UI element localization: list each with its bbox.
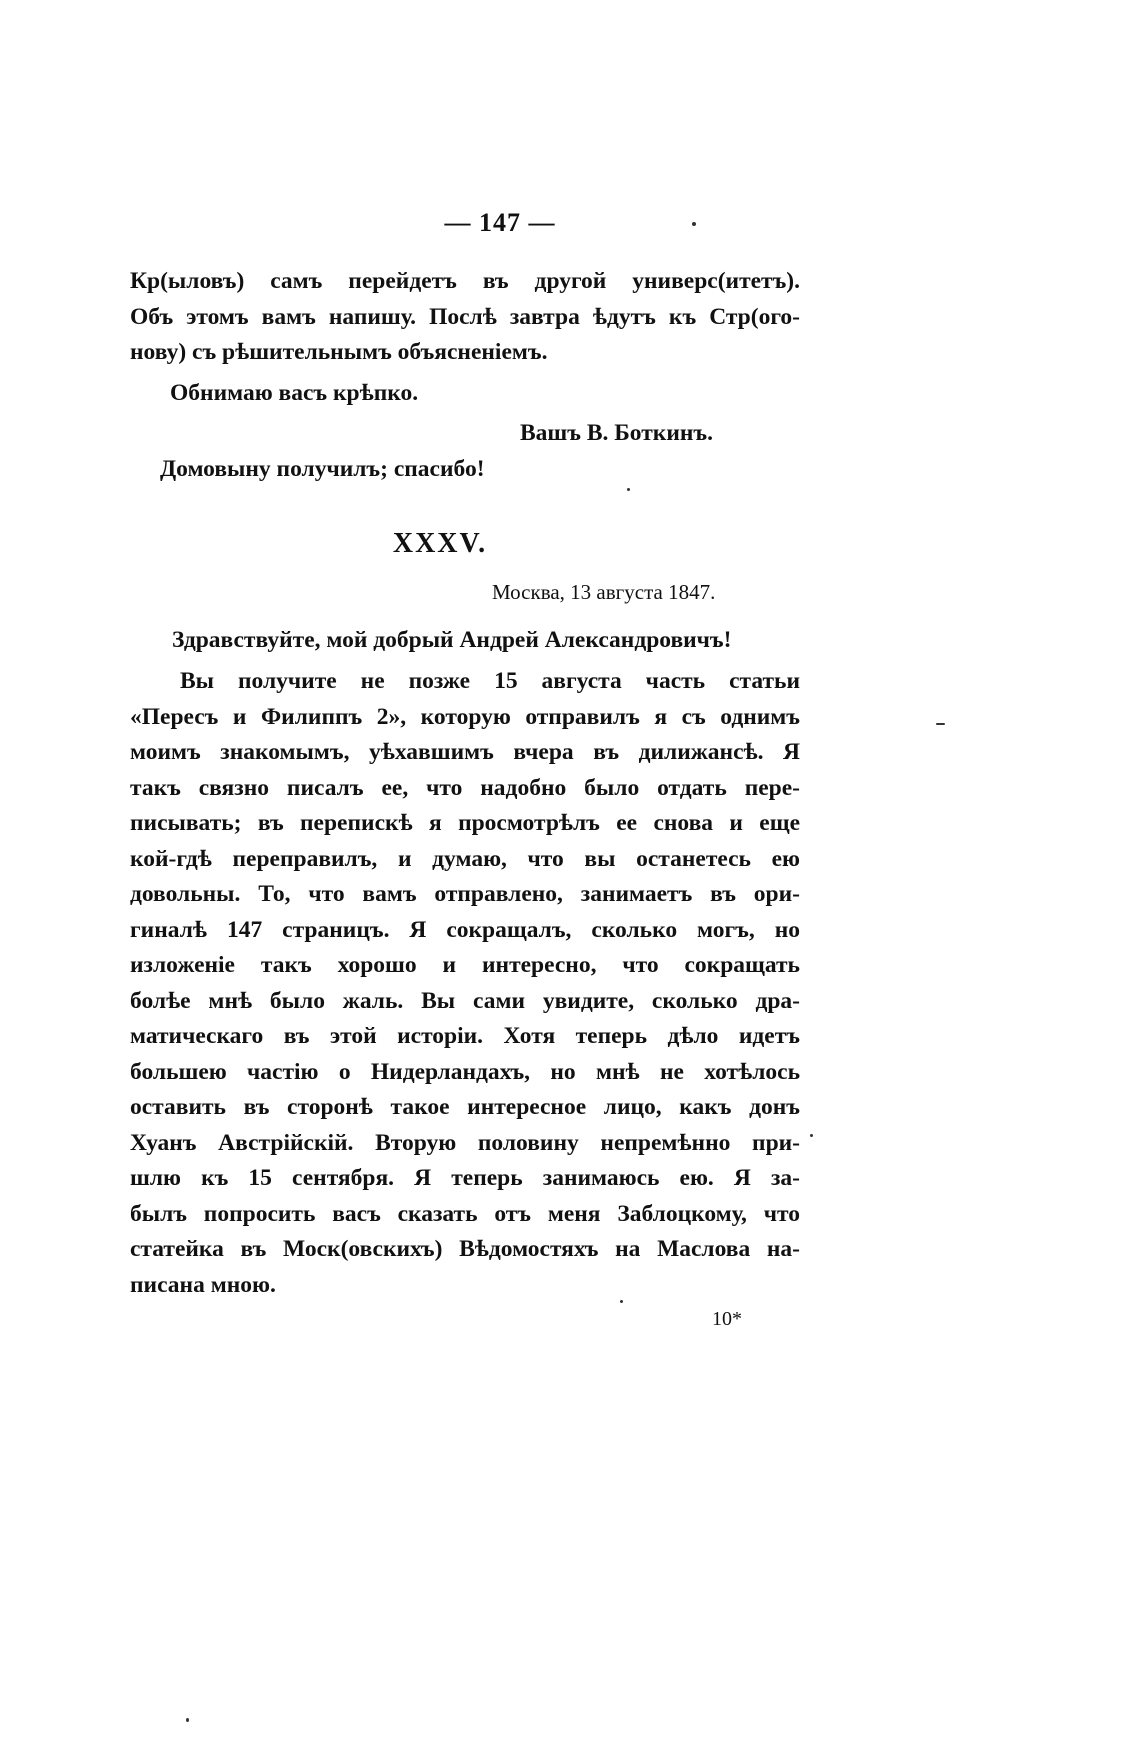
previous-letter-ending	[130, 264, 800, 371]
letter-signature: Вашъ В. Боткинъ.	[520, 420, 713, 446]
letter-dateline: Москва, 13 августа 1847.	[492, 580, 716, 604]
scan-speck	[936, 723, 945, 725]
scan-speck	[692, 222, 696, 226]
page-number: — 147 —	[444, 208, 556, 237]
text-line: писана мною.	[130, 1271, 276, 1298]
scan-speck	[627, 488, 630, 491]
text-line: Объ этомъ вамъ напишу. Послѣ завтра ѣдутъ къ Стр(ого-	[130, 303, 800, 330]
text-line: оставить въ сторонѣ такое интересное лицо, какъ донъ	[130, 1094, 800, 1120]
text-line: болѣе мнѣ было жаль. Вы сами увидите, сколько дра-	[130, 987, 800, 1014]
text-line: «Пересъ и Филиппъ 2», которую отправилъ я съ однимъ	[130, 703, 800, 730]
text-line: кой-гдѣ переправилъ, и думаю, что вы останетесь ею	[130, 845, 800, 872]
text-line: большею частію о Нидерландахъ, но мнѣ не хотѣлось	[130, 1058, 800, 1085]
text-line: матическаго въ этой исторіи. Хотя теперь дѣло идетъ	[130, 1023, 800, 1049]
letter-closing: Обнимаю васъ крѣпко.	[170, 380, 419, 406]
text-line: гиналѣ 147 страницъ. Я сокращалъ, сколько могъ, но	[130, 916, 800, 943]
text-line: нову) съ рѣшительнымъ объясненіемъ.	[130, 339, 548, 365]
text-line: былъ попросить васъ сказать отъ меня Заблоцкому, что	[130, 1200, 800, 1227]
text-line: моимъ знакомымъ, уѣхавшимъ вчера въ дилижансѣ. Я	[130, 739, 800, 765]
letter-postscript: Домовыну получилъ; спасибо!	[160, 456, 485, 482]
text-line: такъ связно писалъ ее, что надобно было отдать пере-	[130, 774, 800, 801]
text-line: изложеніе такъ хорошо и интересно, что сокращать	[130, 952, 800, 978]
letter-body	[130, 664, 800, 1303]
text-line: Вы получите не позже 15 августа часть статьи	[180, 668, 800, 694]
text-line: Кр(ыловъ) самъ перейдетъ въ другой универс(итетъ).	[130, 268, 800, 294]
scan-speck	[186, 1718, 189, 1722]
letter-salutation: Здравствуйте, мой добрый Андрей Александровичъ!	[172, 627, 732, 653]
text-line: шлю къ 15 сентября. Я теперь занимаюсь ею. Я за-	[130, 1165, 800, 1191]
printer-signature-mark: 10*	[712, 1308, 742, 1330]
text-line: Хуанъ Австрійскій. Вторую половину непремѣнно при-	[130, 1129, 800, 1156]
scan-speck	[620, 1300, 623, 1303]
text-line: статейка въ Моск(овскихъ) Вѣдомостяхъ на Маслова на-	[130, 1236, 800, 1262]
letter-number-heading: XXXV.	[392, 528, 488, 559]
text-line: писывать; въ перепискѣ я просмотрѣлъ ее снова и еще	[130, 810, 800, 836]
text-line: довольны. То, что вамъ отправлено, занимаетъ въ ори-	[130, 881, 800, 907]
scan-speck	[810, 1134, 813, 1137]
